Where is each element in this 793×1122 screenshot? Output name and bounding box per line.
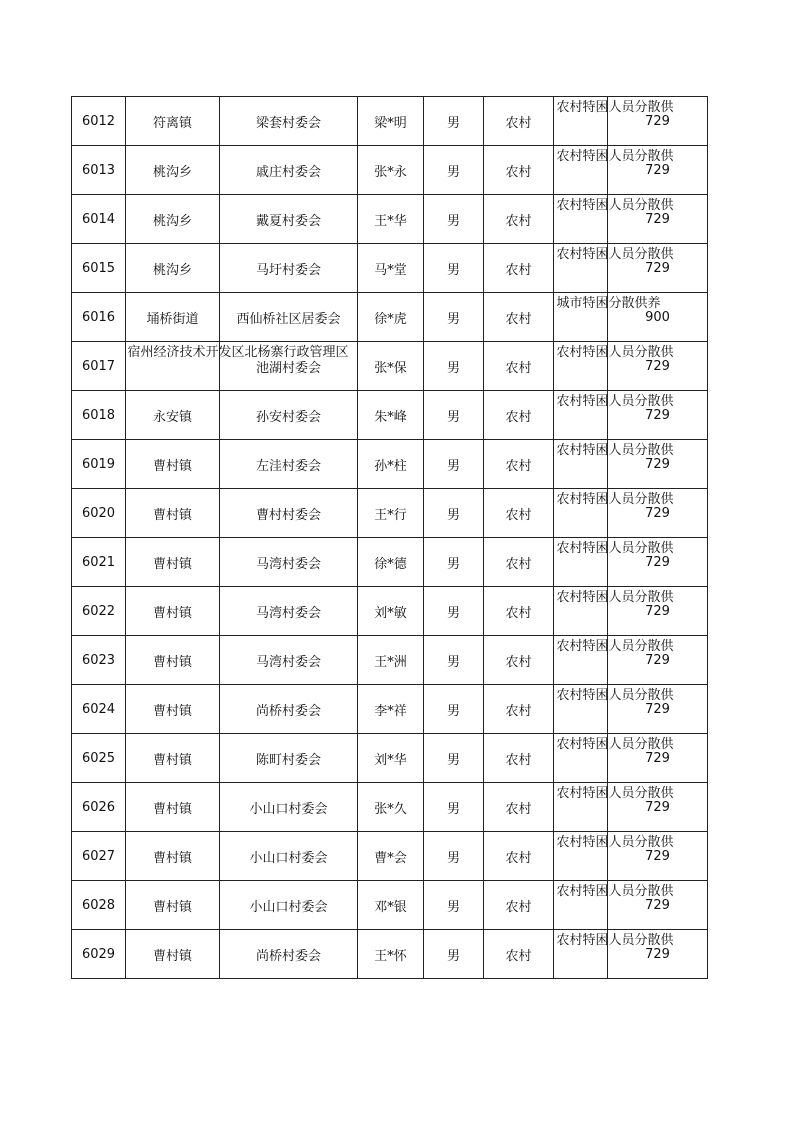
- amount-cell: 729: [608, 832, 708, 881]
- town-cell: 桃沟乡: [126, 195, 220, 244]
- village-cell: 陈町村委会: [220, 734, 358, 783]
- row-id-cell: 6025: [72, 734, 126, 783]
- person-name-cell: 王*行: [358, 489, 424, 538]
- support-category-cell-text: 农村特困人员分散供: [556, 638, 674, 654]
- support-category-cell-text: 农村特困人员分散供: [556, 344, 674, 360]
- area-type-cell: 农村: [484, 636, 554, 685]
- village-cell: 马湾村委会: [220, 538, 358, 587]
- person-name-cell: 刘*华: [358, 734, 424, 783]
- row-id-cell: 6022: [72, 587, 126, 636]
- support-category-cell-text: 农村特困人员分散供: [556, 589, 674, 605]
- amount-cell: 729: [608, 97, 708, 146]
- table-row: [72, 881, 708, 930]
- town-cell: 符离镇: [126, 97, 220, 146]
- row-id-cell: 6012: [72, 97, 126, 146]
- village-cell: 戴夏村委会: [220, 195, 358, 244]
- person-name-cell: 邓*银: [358, 881, 424, 930]
- table-row: [72, 391, 708, 440]
- area-type-cell: 农村: [484, 391, 554, 440]
- village-cell: 马圩村委会: [220, 244, 358, 293]
- gender-cell: 男: [424, 195, 484, 244]
- person-name-cell: 张*永: [358, 146, 424, 195]
- table-row: [72, 489, 708, 538]
- gender-cell: 男: [424, 685, 484, 734]
- area-type-cell: 农村: [484, 538, 554, 587]
- support-category-cell-text: 农村特困人员分散供: [556, 246, 674, 262]
- table-row: [72, 440, 708, 489]
- area-type-cell: 农村: [484, 685, 554, 734]
- village-cell: 西仙桥社区居委会: [220, 293, 358, 342]
- table-row: [72, 783, 708, 832]
- row-id-cell: 6029: [72, 930, 126, 979]
- support-category-cell-text: 农村特困人员分散供: [556, 442, 674, 458]
- support-category-cell-text: 农村特困人员分散供: [556, 736, 674, 752]
- area-type-cell: 农村: [484, 97, 554, 146]
- area-type-cell: 农村: [484, 783, 554, 832]
- area-type-cell: 农村: [484, 146, 554, 195]
- row-id-cell: 6024: [72, 685, 126, 734]
- amount-cell: 729: [608, 783, 708, 832]
- table-row: [72, 587, 708, 636]
- row-id-cell: 6016: [72, 293, 126, 342]
- village-cell: 左洼村委会: [220, 440, 358, 489]
- amount-cell: 729: [608, 440, 708, 489]
- town-cell: 曹村镇: [126, 783, 220, 832]
- village-cell: 尚桥村委会: [220, 930, 358, 979]
- row-id-cell: 6018: [72, 391, 126, 440]
- table-row: [72, 636, 708, 685]
- village-cell: 马湾村委会: [220, 636, 358, 685]
- table-row: [72, 146, 708, 195]
- town-cell: 桃沟乡: [126, 146, 220, 195]
- amount-cell: 729: [608, 930, 708, 979]
- support-category-cell-text: 农村特困人员分散供: [556, 834, 674, 850]
- gender-cell: 男: [424, 342, 484, 391]
- gender-cell: 男: [424, 587, 484, 636]
- table-body: [72, 97, 708, 979]
- town-cell: 曹村镇: [126, 489, 220, 538]
- row-id-cell: 6026: [72, 783, 126, 832]
- gender-cell: 男: [424, 97, 484, 146]
- amount-cell: 729: [608, 391, 708, 440]
- area-type-cell: 农村: [484, 195, 554, 244]
- table-row: [72, 244, 708, 293]
- beneficiary-table: [71, 96, 708, 979]
- town-cell: 曹村镇: [126, 440, 220, 489]
- gender-cell: 男: [424, 244, 484, 293]
- gender-cell: 男: [424, 881, 484, 930]
- town-cell: 埇桥街道: [126, 293, 220, 342]
- table-row: [72, 832, 708, 881]
- town-cell: 桃沟乡: [126, 244, 220, 293]
- support-category-cell-text: 城市特困分散供养: [556, 295, 661, 311]
- town-cell: 永安镇: [126, 391, 220, 440]
- town-cell: 曹村镇: [126, 538, 220, 587]
- person-name-cell: 孙*柱: [358, 440, 424, 489]
- support-category-cell-text: 农村特困人员分散供: [556, 785, 674, 801]
- village-cell: 戚庄村委会: [220, 146, 358, 195]
- village-cell: 曹村村委会: [220, 489, 358, 538]
- village-cell: 小山口村委会: [220, 881, 358, 930]
- person-name-cell: 李*祥: [358, 685, 424, 734]
- amount-cell: 729: [608, 195, 708, 244]
- amount-cell: 729: [608, 538, 708, 587]
- gender-cell: 男: [424, 832, 484, 881]
- village-cell: 尚桥村委会: [220, 685, 358, 734]
- row-id-cell: 6023: [72, 636, 126, 685]
- support-category-cell-text: 农村特困人员分散供: [556, 99, 674, 115]
- table-row: [72, 685, 708, 734]
- area-type-cell: 农村: [484, 342, 554, 391]
- person-name-cell: 张*久: [358, 783, 424, 832]
- person-name-cell: 徐*德: [358, 538, 424, 587]
- village-cell: 池湖村委会: [220, 342, 358, 391]
- support-category-cell-text: 农村特困人员分散供: [556, 197, 674, 213]
- gender-cell: 男: [424, 930, 484, 979]
- table-row: [72, 97, 708, 146]
- amount-cell: 729: [608, 734, 708, 783]
- person-name-cell: 张*保: [358, 342, 424, 391]
- area-type-cell: 农村: [484, 293, 554, 342]
- person-name-cell: 王*华: [358, 195, 424, 244]
- area-type-cell: 农村: [484, 244, 554, 293]
- support-category-cell-text: 农村特困人员分散供: [556, 932, 674, 948]
- gender-cell: 男: [424, 489, 484, 538]
- area-type-cell: 农村: [484, 832, 554, 881]
- gender-cell: 男: [424, 440, 484, 489]
- amount-cell: 729: [608, 881, 708, 930]
- town-cell: 曹村镇: [126, 587, 220, 636]
- amount-cell: 729: [608, 489, 708, 538]
- row-id-cell: 6015: [72, 244, 126, 293]
- town-cell: 曹村镇: [126, 832, 220, 881]
- person-name-cell: 马*堂: [358, 244, 424, 293]
- row-id-cell: 6019: [72, 440, 126, 489]
- person-name-cell: 梁*明: [358, 97, 424, 146]
- village-cell: 马湾村委会: [220, 587, 358, 636]
- support-category-cell-text: 农村特困人员分散供: [556, 393, 674, 409]
- gender-cell: 男: [424, 293, 484, 342]
- amount-cell: 729: [608, 342, 708, 391]
- table-row: [72, 293, 708, 342]
- amount-cell: 729: [608, 146, 708, 195]
- row-id-cell: 6027: [72, 832, 126, 881]
- table-row: [72, 342, 708, 391]
- row-id-cell: 6028: [72, 881, 126, 930]
- gender-cell: 男: [424, 146, 484, 195]
- table-row: [72, 195, 708, 244]
- amount-cell: 729: [608, 244, 708, 293]
- area-type-cell: 农村: [484, 587, 554, 636]
- support-category-cell-text: 农村特困人员分散供: [556, 687, 674, 703]
- amount-cell: 729: [608, 636, 708, 685]
- row-id-cell: 6017: [72, 342, 126, 391]
- town-cell: 曹村镇: [126, 636, 220, 685]
- town-cell: 曹村镇: [126, 881, 220, 930]
- town-cell: 曹村镇: [126, 930, 220, 979]
- area-type-cell: 农村: [484, 930, 554, 979]
- table-row: [72, 538, 708, 587]
- area-type-cell: 农村: [484, 881, 554, 930]
- person-name-cell: 刘*敏: [358, 587, 424, 636]
- person-name-cell: 王*洲: [358, 636, 424, 685]
- village-cell: 孙安村委会: [220, 391, 358, 440]
- row-id-cell: 6021: [72, 538, 126, 587]
- village-cell: 梁套村委会: [220, 97, 358, 146]
- area-type-cell: 农村: [484, 440, 554, 489]
- gender-cell: 男: [424, 538, 484, 587]
- gender-cell: 男: [424, 636, 484, 685]
- row-id-cell: 6020: [72, 489, 126, 538]
- person-name-cell: 王*怀: [358, 930, 424, 979]
- area-type-cell: 农村: [484, 489, 554, 538]
- town-cell: 曹村镇: [126, 734, 220, 783]
- gender-cell: 男: [424, 783, 484, 832]
- gender-cell: 男: [424, 391, 484, 440]
- town-cell-text: 宿州经济技术开发区北杨寨行政管理区: [127, 344, 349, 360]
- support-category-cell-text: 农村特困人员分散供: [556, 148, 674, 164]
- amount-cell: 729: [608, 685, 708, 734]
- amount-cell: 729: [608, 587, 708, 636]
- row-id-cell: 6013: [72, 146, 126, 195]
- row-id-cell: 6014: [72, 195, 126, 244]
- table-row: [72, 734, 708, 783]
- village-cell: 小山口村委会: [220, 783, 358, 832]
- village-cell: 小山口村委会: [220, 832, 358, 881]
- person-name-cell: 朱*峰: [358, 391, 424, 440]
- gender-cell: 男: [424, 734, 484, 783]
- support-category-cell-text: 农村特困人员分散供: [556, 491, 674, 507]
- person-name-cell: 曹*会: [358, 832, 424, 881]
- town-cell: 曹村镇: [126, 685, 220, 734]
- support-category-cell-text: 农村特困人员分散供: [556, 540, 674, 556]
- amount-cell: 900: [608, 293, 708, 342]
- area-type-cell: 农村: [484, 734, 554, 783]
- support-category-cell-text: 农村特困人员分散供: [556, 883, 674, 899]
- person-name-cell: 徐*虎: [358, 293, 424, 342]
- table-row: [72, 930, 708, 979]
